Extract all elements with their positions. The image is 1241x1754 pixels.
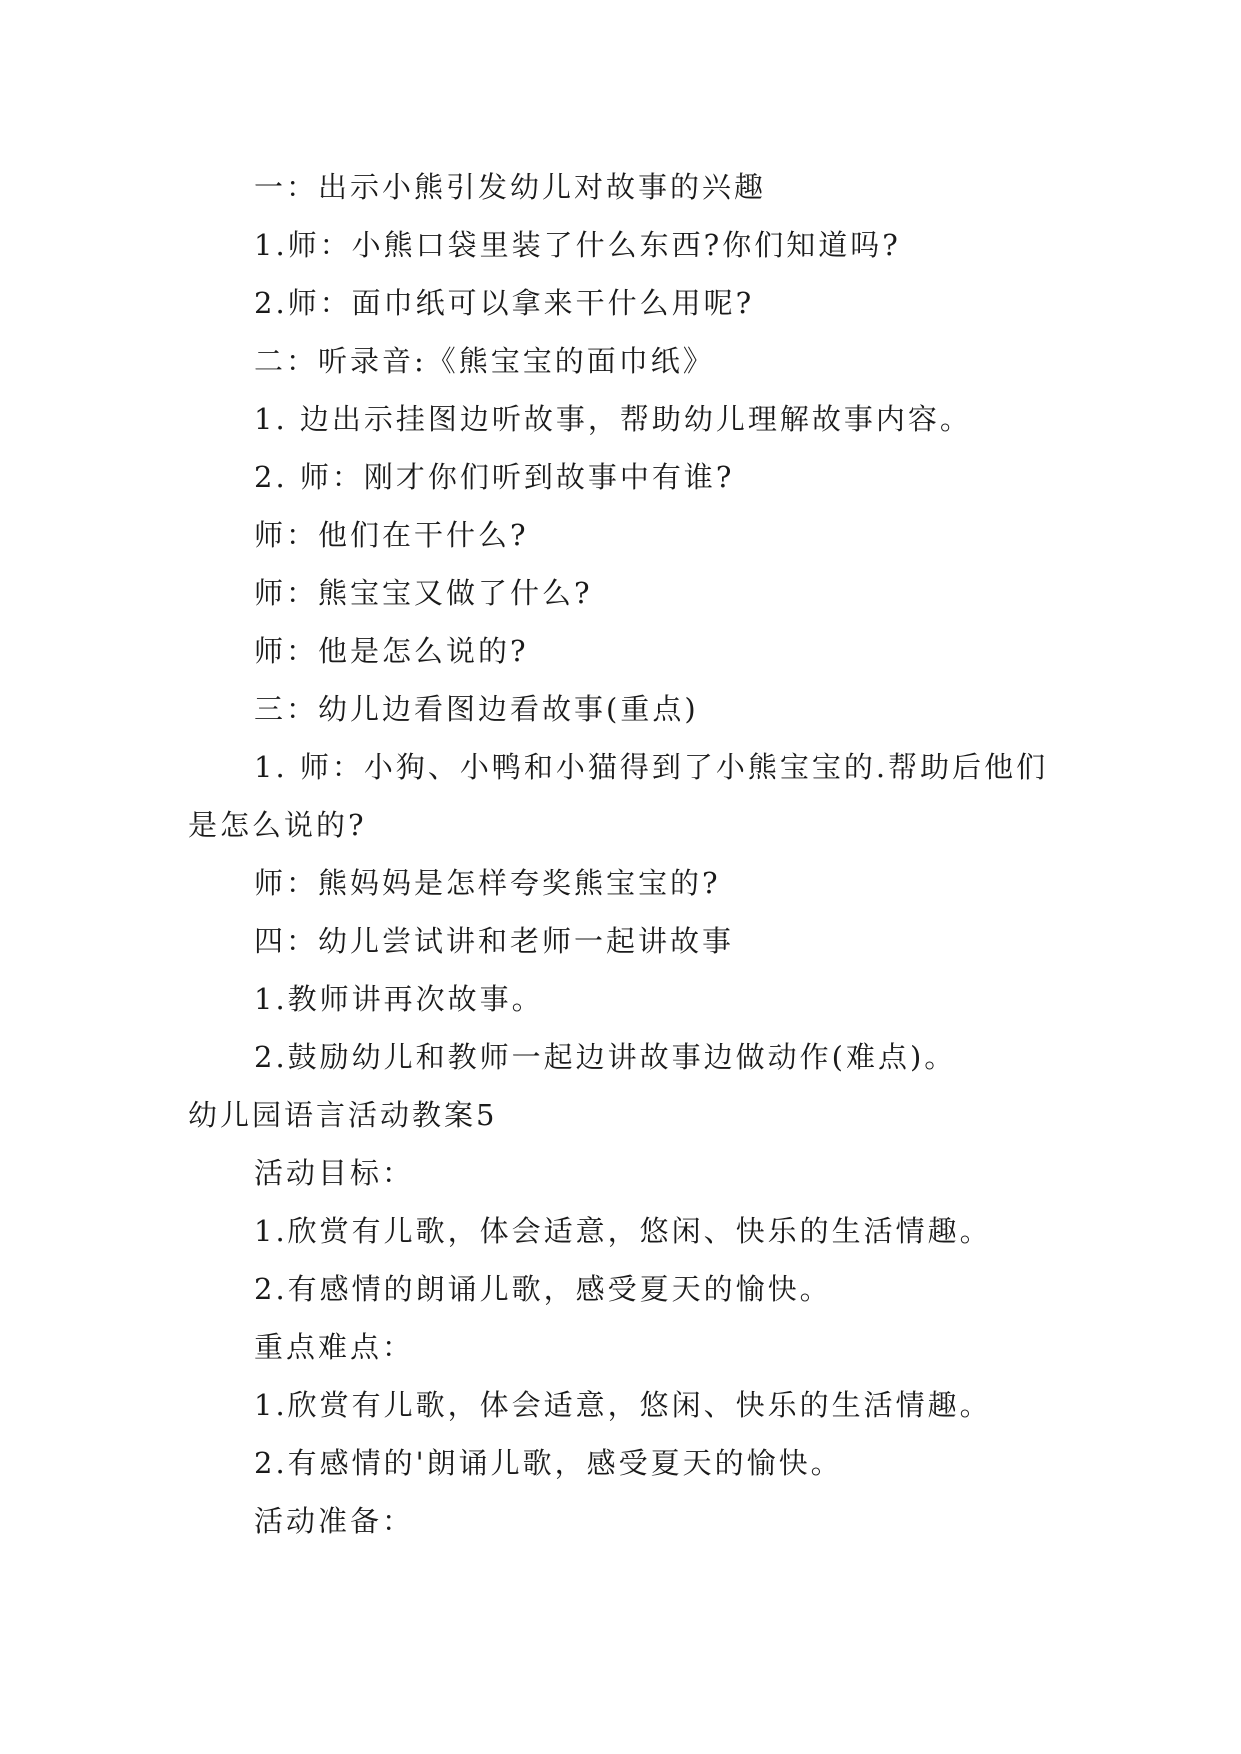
paragraph: 2.师：面巾纸可以拿来干什么用呢? — [254, 286, 755, 320]
paragraph: 师：他们在干什么? — [254, 518, 529, 552]
subheading: 重点难点： — [254, 1330, 415, 1364]
paragraph: 1.师：小熊口袋里装了什么东西?你们知道吗? — [254, 228, 901, 262]
paragraph: 2.鼓励幼儿和教师一起边讲故事边做动作(难点)。 — [254, 1040, 957, 1074]
paragraph: 1.欣赏有儿歌，体会适意，悠闲、快乐的生活情趣。 — [254, 1388, 992, 1422]
paragraph: 1.教师讲再次故事。 — [254, 982, 544, 1016]
paragraph: 师：熊宝宝又做了什么? — [254, 576, 593, 610]
paragraph: 2. 师：刚才你们听到故事中有谁? — [254, 460, 735, 494]
subheading: 活动目标： — [254, 1156, 415, 1190]
subheading: 活动准备： — [254, 1504, 415, 1538]
paragraph: 1.欣赏有儿歌，体会适意，悠闲、快乐的生活情趣。 — [254, 1214, 992, 1248]
section-heading-1: 一：出示小熊引发幼儿对故事的兴趣 — [254, 170, 767, 204]
paragraph: 师：他是怎么说的? — [254, 634, 529, 668]
document-title: 幼儿园语言活动教案5 — [188, 1098, 498, 1132]
section-heading-4: 四：幼儿尝试讲和老师一起讲故事 — [254, 924, 735, 958]
paragraph: 2.有感情的'朗诵儿歌，感受夏天的愉快。 — [254, 1446, 843, 1480]
paragraph: 1. 边出示挂图边听故事，帮助幼儿理解故事内容。 — [254, 402, 972, 436]
paragraph: 师：熊妈妈是怎样夸奖熊宝宝的? — [254, 866, 721, 900]
document-body — [188, 158, 1068, 1550]
section-heading-2: 二：听录音:《熊宝宝的面巾纸》 — [254, 344, 715, 378]
section-heading-3: 三：幼儿边看图边看故事(重点) — [254, 692, 699, 726]
paragraph: 2.有感情的朗诵儿歌，感受夏天的愉快。 — [254, 1272, 832, 1306]
paragraph: 1. 师：小狗、小鸭和小猫得到了小熊宝宝的.帮助后他们是怎么说的? — [188, 750, 1049, 842]
